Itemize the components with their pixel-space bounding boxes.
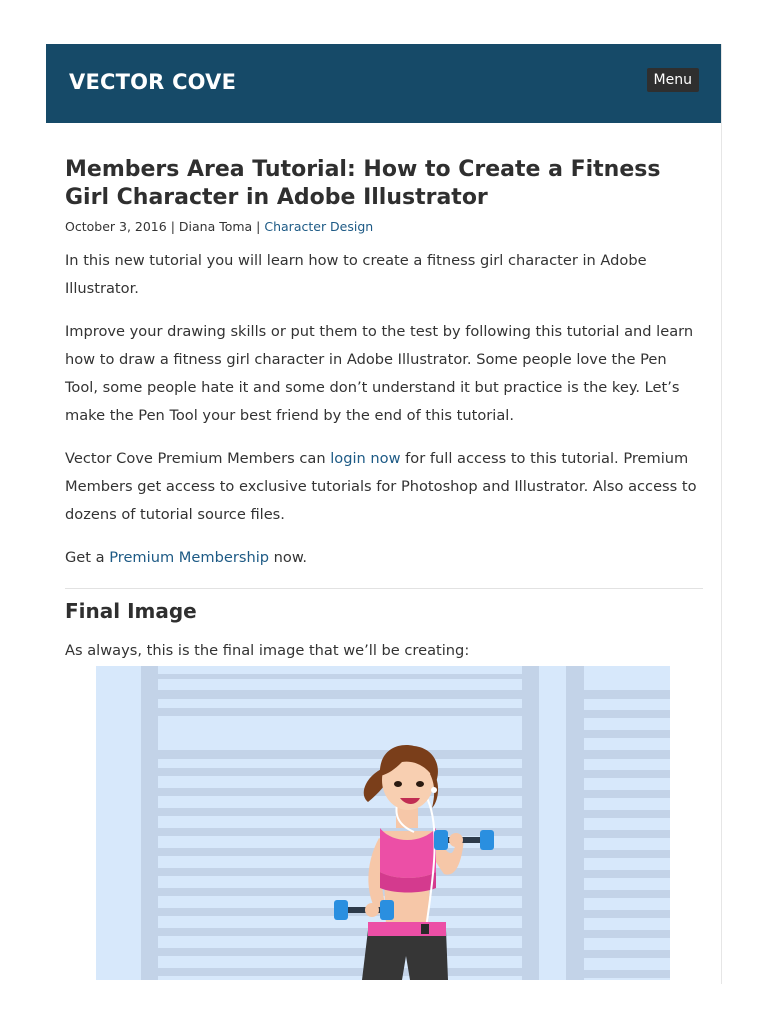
site-title[interactable]: VECTOR COVE bbox=[69, 70, 237, 94]
meta-separator: | bbox=[252, 219, 265, 234]
article-title: Members Area Tutorial: How to Create a Fitness Girl Character in Adobe Illustrator bbox=[65, 157, 661, 210]
final-image-caption: As always, this is the final image that we’ll be creating: bbox=[65, 642, 470, 659]
site-header bbox=[46, 44, 721, 123]
page-container bbox=[46, 44, 722, 984]
article-author: Diana Toma bbox=[178, 219, 253, 234]
final-image-heading: Final Image bbox=[65, 599, 197, 623]
members-text-before: Vector Cove Premium Members can bbox=[65, 450, 331, 467]
article-content bbox=[65, 156, 703, 665]
login-now-link[interactable]: login now bbox=[330, 450, 401, 467]
intro-paragraph: In this new tutorial you will learn how to create a fitness girl character in Adobe Illustrator. bbox=[65, 252, 647, 297]
menu-button[interactable]: Menu bbox=[647, 68, 699, 92]
category-link[interactable]: Character Design bbox=[264, 219, 374, 234]
article-meta bbox=[65, 219, 703, 234]
fitness-girl-illustration bbox=[96, 666, 670, 980]
window-frame bbox=[141, 666, 158, 980]
premium-membership-link[interactable]: Premium Membership bbox=[109, 549, 270, 566]
improve-paragraph: Improve your drawing skills or put them to the test by following this tutorial and learn how to draw a fitness girl character in Adobe Illustrator. Some people love the Pen Tool, some people hate it and some don’t understand it but practice is the key. Let’s make the Pen Tool your best friend by the end of this tutorial. bbox=[65, 323, 694, 424]
premium-text-after: now. bbox=[269, 549, 308, 566]
window-frame bbox=[566, 666, 584, 980]
window-frame bbox=[522, 666, 539, 980]
section-divider bbox=[65, 588, 703, 589]
members-text-after: for full access to this tutorial. Premium Members get access to exclusive tutorials for Photoshop and Illustrator. Also access to dozens of tutorial source files. bbox=[65, 450, 697, 523]
premium-paragraph bbox=[65, 544, 703, 572]
meta-separator: | bbox=[166, 219, 179, 234]
final-image bbox=[96, 666, 670, 980]
premium-text-before: Get a bbox=[65, 549, 110, 566]
article-date: October 3, 2016 bbox=[65, 219, 167, 234]
members-paragraph bbox=[65, 445, 703, 529]
